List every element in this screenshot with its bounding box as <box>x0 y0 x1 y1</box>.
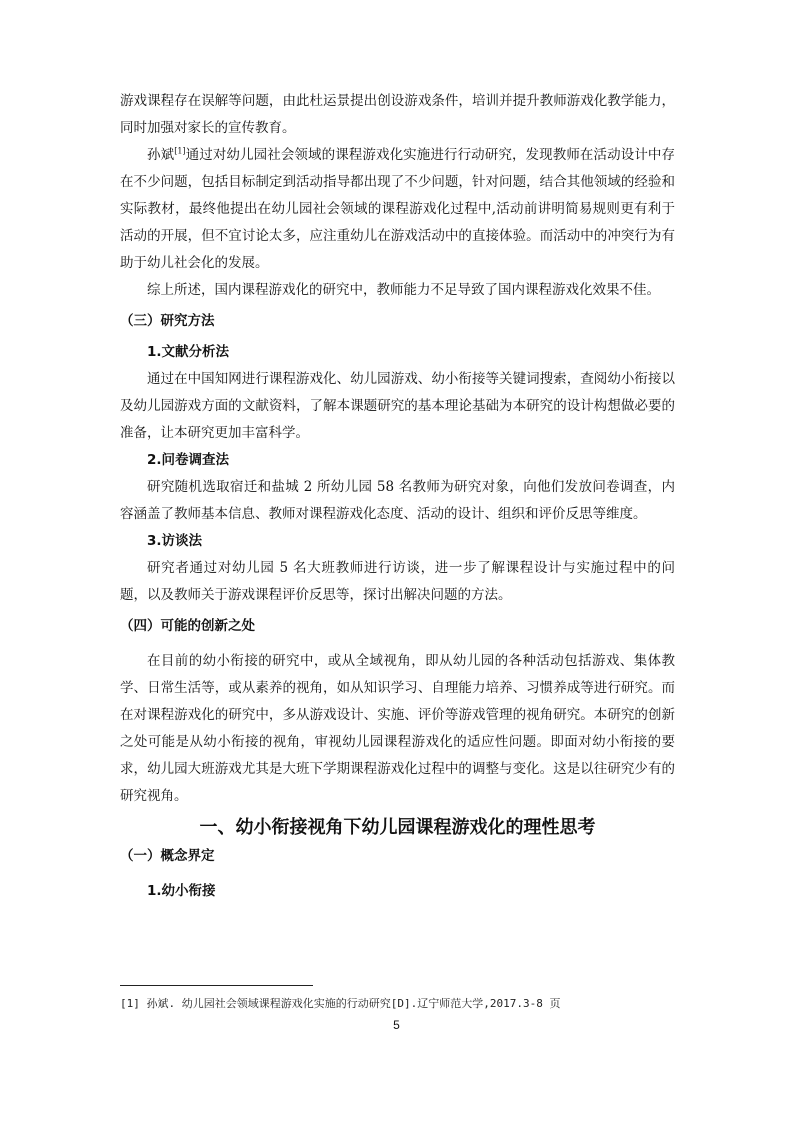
chapter-title: 一、幼小衔接视角下幼儿园课程游戏化的理性思考 <box>199 817 596 838</box>
paragraph-continuation: 游戏课程存在误解等问题，由此杜运景提出创设游戏条件，培训并提升教师游戏化教学能力，同时加强对家长的宣传教育。 <box>120 93 675 136</box>
method-title-literature: 1.文献分析法 <box>147 344 230 360</box>
innovation-text: 在目前的幼小衔接的研究中，或从全域视角，即从幼儿园的各种活动包括游戏、集体教学、日常生活等，或从素养的视角，如从知识学习、自理能力培养、习惯养成等进行研究。而在对课程游戏化的研究中，多从游戏设计、实施、评价等游戏管理的视角研究。本研究的创新之处可能是从幼小衔接的视角，审视幼儿园课程游戏化的适应性问题。即面对幼小衔接的要求，幼儿园大班游戏尤其是大班下学期课程游戏化过程中的调整与变化。这是以往研究少有的研究视角。 <box>120 653 675 804</box>
footnote: [1] 孙斌. 幼儿园社会领域课程游戏化实施的行动研究[D].辽宁师范大学,2017.3-8 页 <box>120 997 561 1010</box>
method-text-interview: 研究者通过对幼儿园 5 名大班教师进行访谈，进一步了解课程设计与实施过程中的问题，以及教师关于游戏课程评价反思等，探讨出解决问题的方法。 <box>120 560 675 603</box>
paragraph-sun-bin <box>120 142 675 277</box>
section-title-methods: （三）研究方法 <box>120 313 215 329</box>
page-number: 5 <box>393 1018 400 1032</box>
body-text <box>120 88 675 905</box>
paragraph-summary: 综上所述，国内课程游戏化的研究中，教师能力不足导致了国内课程游戏化效果不佳。 <box>147 282 660 298</box>
paragraph-text: 通过对幼儿园社会领域的课程游戏化实施进行行动研究，发现教师在活动设计中存在不少问题，包括目标制定到活动指导都出现了不少问题，针对问题，结合其他领域的经验和实际教材，最终他提出在幼儿园社会领域的课程游戏化过程中,活动前讲明简易规则更有利于活动的开展，但不宜讨论太多，应注重幼儿在游戏活动中的直接体验。而活动中的冲突行为有助于幼儿社会化的发展。 <box>120 147 676 271</box>
concept-item-title: 1.幼小衔接 <box>147 883 216 899</box>
footnote-divider <box>120 985 313 986</box>
method-title-interview: 3.访谈法 <box>147 533 203 549</box>
section-title-innovation: （四）可能的创新之处 <box>120 618 255 634</box>
author-name: 孙斌 <box>147 147 175 163</box>
method-title-questionnaire: 2.问卷调查法 <box>147 452 230 468</box>
method-text-literature: 通过在中国知网进行课程游戏化、幼儿园游戏、幼小衔接等关键词搜索，查阅幼小衔接以及幼儿园游戏方面的文献资料，了解本课题研究的基本理论基础为本研究的设计构想做必要的准备，让本研究更加丰富科学。 <box>120 371 675 441</box>
subsection-title-concept: （一）概念界定 <box>120 848 215 864</box>
citation-marker[interactable]: [1] <box>174 146 186 156</box>
method-text-questionnaire: 研究随机选取宿迁和盐城 2 所幼儿园 58 名教师为研究对象，向他们发放问卷调查，内容涵盖了教师基本信息、教师对课程游戏化态度、活动的设计、组织和评价反思等维度。 <box>120 479 675 522</box>
